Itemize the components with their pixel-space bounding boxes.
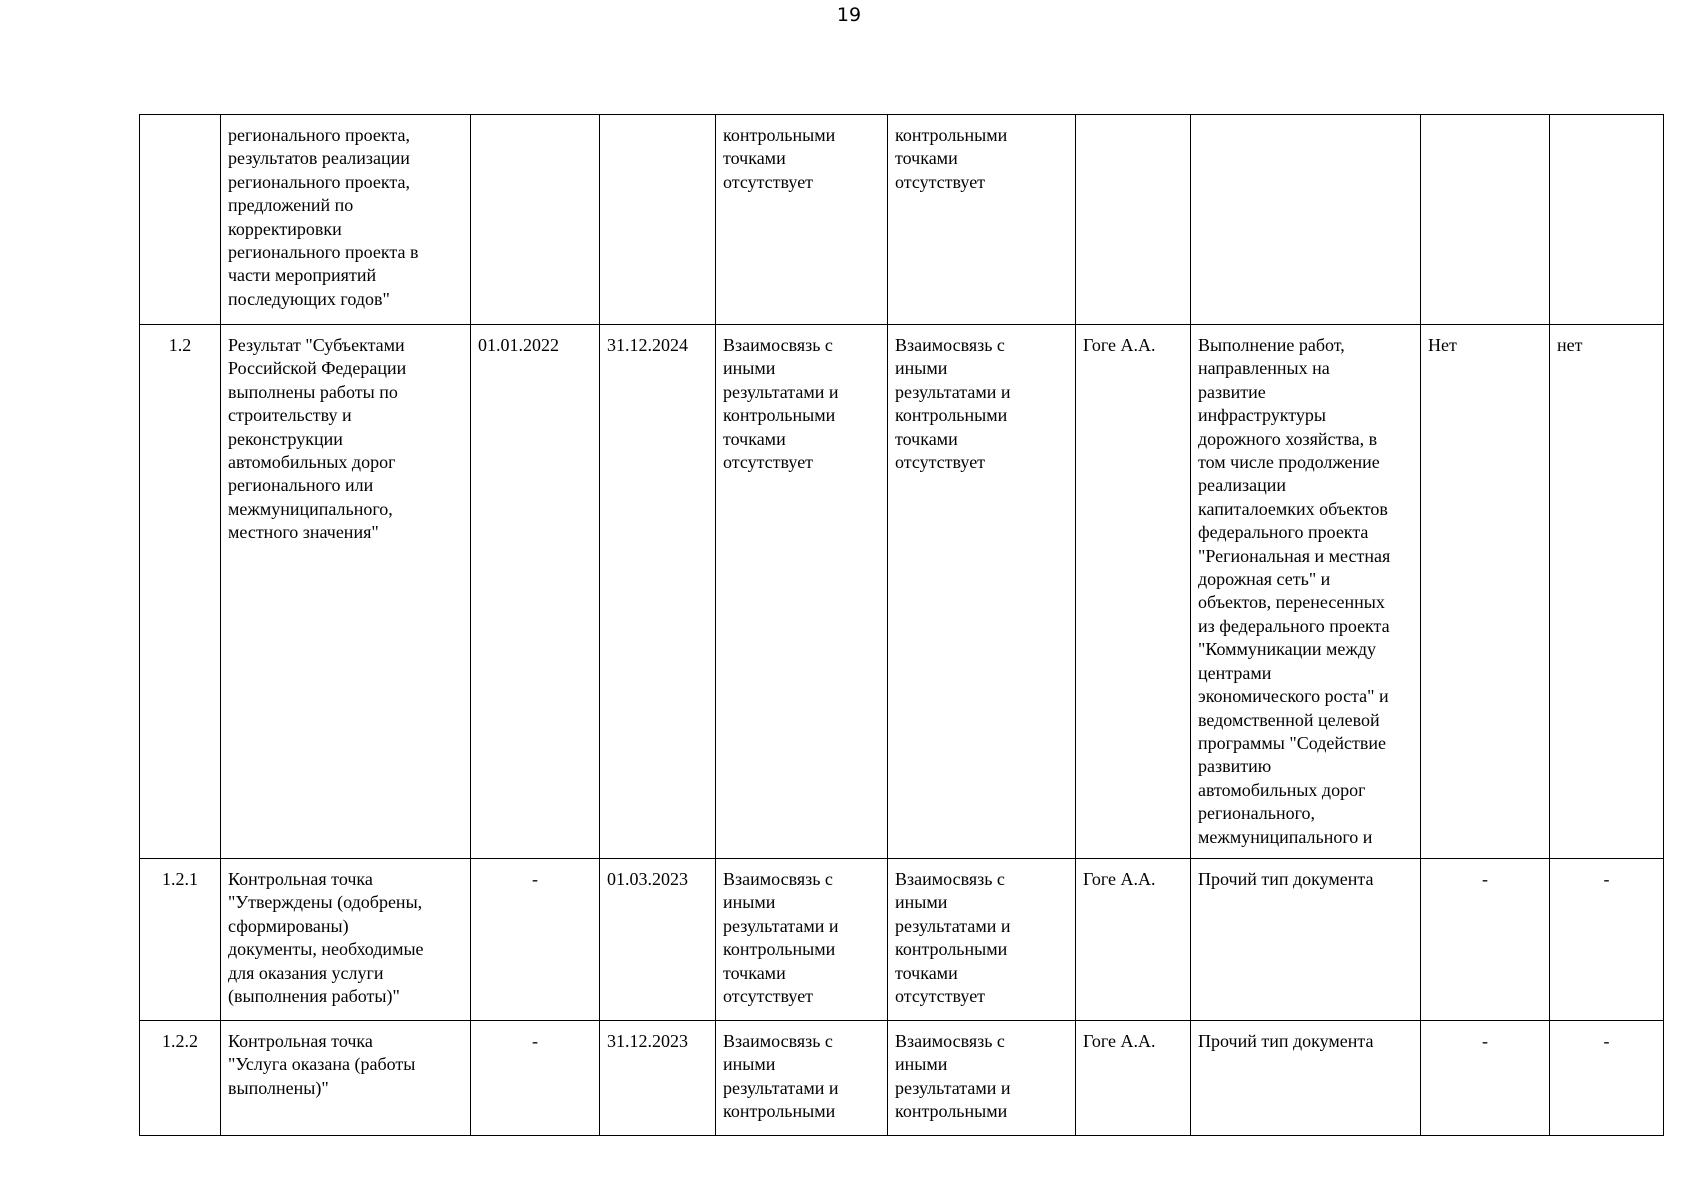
col10-cell: -	[1550, 859, 1664, 1021]
col9-cell	[1421, 115, 1550, 325]
responsible-cell: Гоге А.А.	[1076, 859, 1191, 1021]
name-cell: Контрольная точка "Услуга оказана (работы выполнены)"	[221, 1021, 471, 1136]
row-number-cell: 1.2.2	[140, 1021, 221, 1136]
start-date-cell: 01.01.2022	[471, 325, 600, 859]
col9-cell: -	[1421, 1021, 1550, 1136]
page-number: 19	[836, 4, 862, 26]
responsible-cell	[1076, 115, 1191, 325]
successor-link-cell: Взаимосвязь с иными результатами и контрольными	[888, 1021, 1076, 1136]
predecessor-link-cell: Взаимосвязь с иными результатами и контрольными точками отсутствует	[716, 859, 888, 1021]
start-date-cell	[471, 115, 600, 325]
name-cell: Контрольная точка "Утверждены (одобрены, сформированы) документы, необходимые для оказания услуги (выполнения работы)"	[221, 859, 471, 1021]
responsible-cell: Гоге А.А.	[1076, 1021, 1191, 1136]
characteristic-cell: Прочий тип документа	[1191, 1021, 1421, 1136]
successor-link-cell: Взаимосвязь с иными результатами и контрольными точками отсутствует	[888, 859, 1076, 1021]
predecessor-link-cell: Взаимосвязь с иными результатами и контрольными	[716, 1021, 888, 1136]
table-row	[140, 1021, 1664, 1136]
project-plan-table	[139, 114, 1664, 1136]
characteristic-cell: Выполнение работ, направленных на развитие инфраструктуры дорожного хозяйства, в том числе продолжение реализации капиталоемких объектов федерального проекта "Региональная и местная дорожная сеть" и объектов, перенесенных из федерального проекта "Коммуникации между центрами экономического роста" и ведомственной целевой программы "Содействие развитию автомобильных дорог регионального, межмуниципального и	[1191, 325, 1421, 859]
name-cell: регионального проекта, результатов реализации регионального проекта, предложений по корректировки регионального проекта в части мероприятий последующих годов"	[221, 115, 471, 325]
table-row	[140, 325, 1664, 859]
end-date-cell: 31.12.2024	[600, 325, 716, 859]
successor-link-cell: Взаимосвязь с иными результатами и контрольными точками отсутствует	[888, 325, 1076, 859]
end-date-cell: 31.12.2023	[600, 1021, 716, 1136]
col10-cell: -	[1550, 1021, 1664, 1136]
start-date-cell: -	[471, 859, 600, 1021]
col10-cell	[1550, 115, 1664, 325]
predecessor-link-cell: Взаимосвязь с иными результатами и контрольными точками отсутствует	[716, 325, 888, 859]
predecessor-link-cell: контрольными точками отсутствует	[716, 115, 888, 325]
row-number-cell: 1.2	[140, 325, 221, 859]
col10-cell: нет	[1550, 325, 1664, 859]
col9-cell: -	[1421, 859, 1550, 1021]
responsible-cell: Гоге А.А.	[1076, 325, 1191, 859]
characteristic-cell: Прочий тип документа	[1191, 859, 1421, 1021]
row-number-cell: 1.2.1	[140, 859, 221, 1021]
end-date-cell: 01.03.2023	[600, 859, 716, 1021]
start-date-cell: -	[471, 1021, 600, 1136]
name-cell: Результат "Субъектами Российской Федерации выполнены работы по строительству и реконструкции автомобильных дорог регионального или межмуниципального, местного значения"	[221, 325, 471, 859]
table-row	[140, 115, 1664, 325]
row-number-cell	[140, 115, 221, 325]
successor-link-cell: контрольными точками отсутствует	[888, 115, 1076, 325]
col9-cell: Нет	[1421, 325, 1550, 859]
characteristic-cell	[1191, 115, 1421, 325]
table-row	[140, 859, 1664, 1021]
end-date-cell	[600, 115, 716, 325]
